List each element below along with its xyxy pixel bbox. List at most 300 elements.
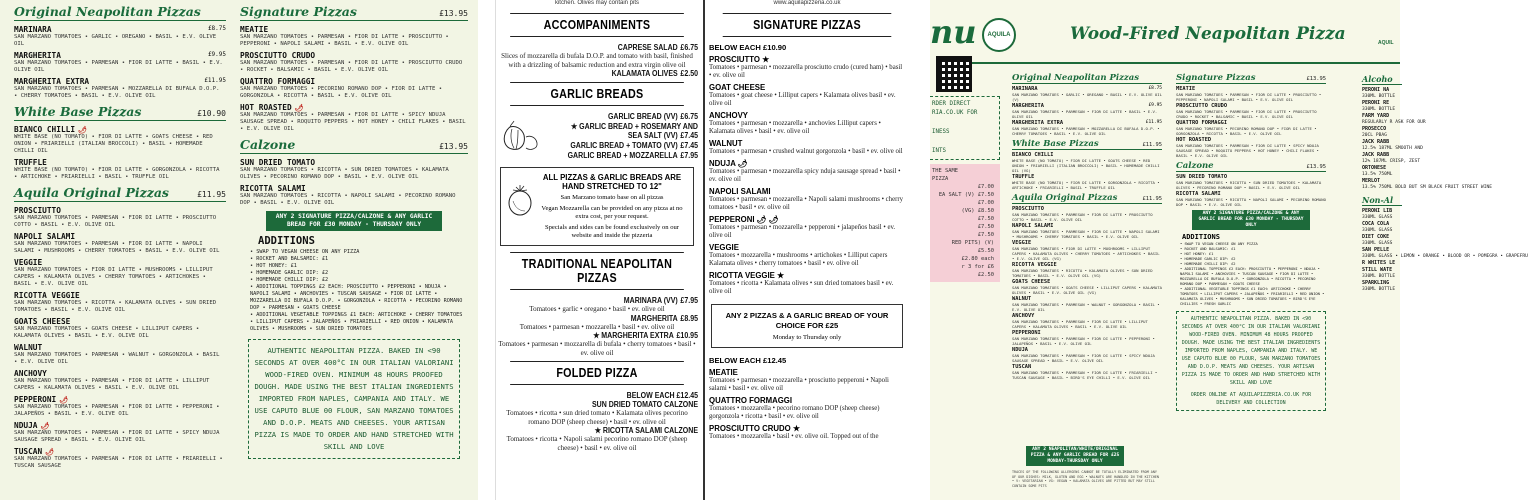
item-price: £6.75 xyxy=(680,43,698,52)
signature-deal-banner: ANY 2 SIGNATURE PIZZA/CALZONE & ANY GARLIC BREAD FOR £30 MONDAY - THURSDAY ONLY xyxy=(1192,210,1310,230)
garlic-breads-heading: GARLIC BREADS xyxy=(510,82,684,106)
item-name: NDUJA 🌶 xyxy=(709,159,748,168)
section-price: £13.95 xyxy=(1306,164,1326,170)
about-text: AUTHENTIC NEAPOLITAN PIZZA. BAKED IN <90 SECONDS AT OVER 400°C IN OUR ITALIAN VALORIANI WOOD-FIRED OVEN. MINIMUM 48 HOURS PROOFED DOUGH. MADE USING THE BEST ITALIAN INGREDIENTS IMPORTED FROM NAPLES, CAMPANIA AND ITALY. WE USE CAPUTO BLUE 00 FLOUR, SAN MARZANO TOMATOES AND D.O.P. MEATS AND CHEESES. YOUR ARTISAN PIZZA IS MADE TO ORDER AND HAND STRETCHED WITH SKILL AND LOVE xyxy=(1181,316,1321,386)
item-row xyxy=(14,232,226,241)
strip-line: RIA.CO.UK FOR xyxy=(932,110,978,116)
menu-item xyxy=(1012,103,1162,119)
drink-item xyxy=(1362,178,1492,191)
item-price: £10.95 xyxy=(676,331,698,340)
item-price: £6.75 xyxy=(680,112,698,121)
item-name: PEPPERONI 🌶 xyxy=(14,395,69,404)
drink-name: R WHITES LE xyxy=(1362,260,1396,266)
garlic-icon xyxy=(496,121,540,153)
menu-item xyxy=(14,206,226,229)
strip-price: £7.00 xyxy=(977,200,994,206)
section-heading xyxy=(1012,73,1162,84)
item-name: WALNUT xyxy=(1012,296,1032,302)
section-heading xyxy=(14,104,226,121)
qr-code-icon[interactable] xyxy=(936,56,972,92)
item-row xyxy=(240,184,468,193)
drink-name: SPARKLING xyxy=(1362,280,1390,286)
item-desc: Tomatoes • mozzarella • mushrooms • artichokes • Lilliput capers Kalamata olives • cherry tomatoes • basil • ev. olive oil xyxy=(709,252,888,267)
wood-menu-column-1 xyxy=(1012,70,1162,500)
item-name: MARINARA (VV) xyxy=(623,296,678,305)
item-name: TUSCAN xyxy=(1012,364,1032,370)
additions-heading: ADDITIONS xyxy=(1182,233,1220,241)
section-title: Calzone xyxy=(1176,161,1214,171)
additions-list xyxy=(240,249,468,333)
header-rule xyxy=(940,62,1400,64)
section-heading xyxy=(1012,139,1162,150)
addition-item: • ADDITIONAL TOPPINGS £2 EACH: PROSCIUTTO • PEPPERONI • NDUJA • NAPOLI SALAMI • ANCHOVIES • TUSCAN SAUSAGE • FIOR DI LATTE • MOZZARELLA DI BUFALA D.O.P. • GORGONZOLA • RICOTTA • PECORINO ROMANO DOP • PARMESAN • GOATS CHEESE xyxy=(250,284,468,312)
item-name: QUATTRO FORMAGGI xyxy=(1176,120,1228,126)
item-row xyxy=(14,158,226,167)
item-desc: SAN MARZANO TOMATOES • PARMESAN • MOZZARELLA DI BUFALA D.O.P. • CHERRY TOMATOES • BASIL • E.V. OLIVE OIL xyxy=(14,86,220,99)
bw-menu-panel xyxy=(495,0,908,500)
info-line: Specials and sides can be found exclusively on our website and inside the pizzeria xyxy=(544,224,680,239)
strip-line: INESS xyxy=(932,129,950,135)
info-box-heading: ALL PIZZAS & GARLIC BREADS ARE HAND STRETCHED TO 12" xyxy=(542,173,682,191)
item-price: £7.95 xyxy=(680,151,698,160)
menu-header xyxy=(930,0,1400,51)
top-note: kitchen. Olives may contain pits xyxy=(554,0,640,6)
item-row xyxy=(556,141,698,150)
panel-gap xyxy=(908,0,930,500)
item-row xyxy=(14,206,226,215)
item-name: ★ GARLIC BREAD + ROSEMARY AND SEA SALT (VV) xyxy=(570,122,698,140)
menu-item xyxy=(1176,191,1326,207)
drinks-section-title: Non-Al xyxy=(1362,195,1402,206)
menu-item xyxy=(1176,120,1326,136)
item-name: TUSCAN 🌶 xyxy=(14,447,55,456)
wood-fired-menu-panel xyxy=(930,0,1528,500)
addition-item: • SWAP TO VEGAN CHEESE ON ANY PIZZA xyxy=(1180,242,1326,247)
item-desc: SAN MARZANO TOMATOES • PARMESAN • FIOR DI LATTE • PROSCIUTTO • PEPPERONI • NAPOLI SALAMI • BASIL • E.V. OLIVE OIL xyxy=(1176,92,1322,102)
item-row xyxy=(240,158,468,167)
item-desc: WHITE BASE (NO TOMATO) • FIOR DI LATTE • GORGONZOLA • RICOTTA • ARTICHOKE • FRIARIELLI • BASIL • TRUFFLE OIL xyxy=(14,167,220,180)
website-note: www.aquilapizzeria.co.uk xyxy=(773,0,841,6)
green-menu-column-1 xyxy=(14,0,226,500)
drink-item xyxy=(1362,267,1402,280)
item-desc: Tomatoes • parmesan • mozzarella • Napoli salami mushrooms • cherry tomatoes • basil • ev. olive oil xyxy=(709,196,904,211)
item-name: WALNUT xyxy=(709,139,743,148)
menu-item xyxy=(14,291,226,314)
item-row xyxy=(240,77,468,86)
drink-item xyxy=(1362,139,1423,152)
menu-item xyxy=(1012,86,1162,102)
item-name: RICOTTA VEGGIE xyxy=(14,291,80,300)
item-row xyxy=(14,258,226,267)
item-desc: Slices of mozzarella di bufala D.O.P. and tomato with basil, finished with a drizzling of balsamic reduction and extra virgin olive oil xyxy=(501,52,693,69)
garlic-breads-list xyxy=(540,112,698,161)
section-title: Aquila Original Pizzas xyxy=(1012,193,1118,203)
chili-icon: 🌶 xyxy=(78,126,87,134)
traditional-list xyxy=(496,296,698,357)
chili-icon: 🌶 xyxy=(40,422,50,430)
item-desc: SAN MARZANO TOMATOES • PARMESAN • FIOR DI LATTE • PROSCIUTTO COTTO • BASIL • E.V. OLIVE OIL xyxy=(1012,212,1153,222)
drink-desc: 330ML GLASS xyxy=(1362,228,1393,233)
item-desc: SAN MARZANO TOMATOES • FIOR DI LATTE • MUSHROOMS • LILLIPUT CAPERS • KALAMATA OLIVES • CHERRY TOMATOES • ARTICHOKES • BASIL • E.V. OLIVE OIL xyxy=(14,267,213,287)
item-desc: SAN MARZANO TOMATOES • PARMESAN • FIOR DI LATTE • PROSCIUTTO CRUDO • ROCKET • BALSAMIC • BASIL • E.V. OLIVE OIL xyxy=(1176,109,1317,119)
item-name: SUN DRIED TOMATO xyxy=(240,158,316,167)
drink-item xyxy=(1362,260,1402,267)
item-row xyxy=(516,296,698,305)
item-name: BIANCO CHILLI xyxy=(1012,152,1054,158)
menu-item xyxy=(240,51,468,74)
strip-price: EA SALT (V) £7.50 xyxy=(938,192,994,198)
item-name: TRUFFLE xyxy=(1012,174,1035,180)
drink-desc: 13.5% 750ML BOLD BUT SM BLACK FRUIT STREET WINE xyxy=(1362,185,1492,190)
strip-price: RED PITS) (V) xyxy=(951,240,994,246)
addition-item: • HOMEMADE GARLIC DIP: £2 xyxy=(250,270,468,277)
menu-item xyxy=(14,395,226,418)
item-desc: Tomatoes • parmesan • mozzarella • prosciutto pepperoni • Napoli salami • basil • ev. olive oil xyxy=(709,377,889,392)
item-desc: SAN MARZANO TOMATOES • RICOTTA • KALAMATA OLIVES • SUN DRIED TOMATOES • BASIL • E.V. OLIVE OIL (VG) xyxy=(1012,268,1153,278)
item-name: PROSCIUTTO xyxy=(1012,206,1044,212)
item-price: £7.45 xyxy=(680,131,698,140)
addition-item: • SWAP TO VEGAN CHEESE ON ANY PIZZA xyxy=(250,249,468,256)
item-name: MARGHERITA EXTRA xyxy=(14,77,90,86)
item-desc: SAN MARZANO TOMATOES • PARMESAN • FIOR DI LATTE • FRIARIELLI • TUSCAN SAUSAGE xyxy=(14,456,223,469)
menu-item xyxy=(1012,174,1162,190)
menu-item xyxy=(1176,103,1326,119)
drink-name: PERONI NA xyxy=(1362,87,1390,93)
item-desc: WHITE BASE (NO TOMATO) • FIOR DI LATTE • GORGONZOLA • RICOTTA • ARTICHOKE • FRIARIELLI • BASIL • TRUFFLE OIL xyxy=(1012,180,1160,190)
menu-item xyxy=(1012,313,1162,329)
item-name: PROSCIUTTO ★ xyxy=(709,55,770,64)
item-name: HOT ROASTED 🌶 xyxy=(240,103,304,112)
item-row xyxy=(240,51,468,60)
item-desc: SAN MARZANO TOMATOES • RICOTTA • SUN DRIED TOMATOES • KALAMATA OLIVES • PECORINO ROMANO DOP • BASIL • E.V. OLIVE OIL xyxy=(240,167,449,180)
drink-item xyxy=(1362,165,1402,178)
item-desc: SAN MARZANO TOMATOES • PARMESAN • FIOR DI LATTE • NAPOLI SALAMI • MUSHROOMS • CHERRY TOMATOES • BASIL • E.V. OLIVE OIL xyxy=(14,241,220,254)
item-desc: Tomatoes • goat cheese • Lilliput capers • Kalamata olives basil • ev. olive oil xyxy=(709,92,896,107)
accompaniments-list xyxy=(496,43,698,78)
item-desc: Tomatoes • parmesan • mozzarella di bufala • cherry tomatoes • basil • ev. olive oil xyxy=(498,340,696,357)
strip-price: £7.50 xyxy=(977,224,994,230)
section-heading xyxy=(240,137,468,154)
strip-price: £2.50 xyxy=(977,272,994,278)
garlic-breads-block xyxy=(496,112,698,161)
item-name: MARINARA xyxy=(1012,86,1038,92)
section-heading xyxy=(240,4,468,21)
drink-name: JACK RABB xyxy=(1362,152,1390,158)
section-heading xyxy=(1176,73,1326,84)
item-row xyxy=(14,291,226,300)
drink-item xyxy=(1362,126,1402,139)
item-desc: SAN MARZANO TOMATOES • PARMESAN • FIOR DI LATTE • PROSCIUTTO CRUDO • ROCKET • BALSAMIC • BASIL • E.V. OLIVE OIL xyxy=(240,60,463,73)
pink-line: PIZZA xyxy=(932,176,949,182)
signature-heading: SIGNATURE PIZZAS xyxy=(723,13,892,37)
drink-desc: 13.5% 750ML xyxy=(1362,172,1393,177)
addition-item: • ROCKET AND BALSAMIC: £1 xyxy=(250,256,468,263)
item-desc: Tomatoes • mozzarella • pecorino romano DOP (sheep cheese) gorgonzola • ricotta • basil • ev. olive oil xyxy=(709,405,880,420)
item-name: BIANCO CHILLI 🌶 xyxy=(14,125,87,134)
addition-item: • HOT HONEY: £1 xyxy=(250,263,468,270)
strip-line: INTS xyxy=(932,148,946,154)
drink-name: STILL WATE xyxy=(1362,267,1393,273)
addition-item: • ADDITIONAL VEGETABLE TOPPINGS £1 EACH: ARTICHOKE • CHERRY TOMATOES • LILLIPUT CAPERS • JALAPEÑOS • FRIARIELLI • RED ONION • KALAMATA OLIVES • MUSHROOMS • SUN DRIED TOMATOES xyxy=(250,312,468,333)
item-desc: WHITE BASE (NO TOMATO) • FIOR DI LATTE • GOATS CHEESE • RED ONION • FRIARIELLI (ITALIAN BROCCOLI) • BASIL • HOMEMADE CHILLI OIL (VG) xyxy=(1012,158,1160,173)
item-name: MEATIE xyxy=(709,368,738,377)
strip-price: £2.80 each xyxy=(961,256,994,262)
menu-item xyxy=(14,77,226,100)
item-name: ★ MARGHERITA EXTRA xyxy=(593,331,674,340)
item-desc: SAN MARZANO TOMATOES • RICOTTA • NAPOLI SALAMI • PECORINO ROMANO DOP • BASIL • E.V. OLIVE OIL xyxy=(1176,197,1326,207)
pink-line: THE SAME xyxy=(932,168,958,174)
drink-name: FARM YARD xyxy=(1362,113,1390,119)
drinks-section-title: Alcoho xyxy=(1362,74,1402,85)
item-desc: SAN MARZANO TOMATOES • PARMESAN • FIOR DI LATTE • PROSCIUTTO COTTO • BASIL • E.V. OLIVE OIL xyxy=(14,215,217,228)
item-desc: SAN MARZANO TOMATOES • PARMESAN • FIOR DI LATTE • LILLIPUT CAPERS • KALAMATA OLIVES • BASIL • E.V. OLIVE OIL xyxy=(1012,319,1148,329)
item-name: NDUJA 🌶 xyxy=(14,421,50,430)
additions-list xyxy=(1176,242,1326,307)
item-desc: SAN MARZANO TOMATOES • PARMESAN • FIOR DI LATTE • FRIARIELLI • TUSCAN SAUSAGE • BASIL • BIRD'S EYE CHILLI • E.V. OLIVE OIL xyxy=(1012,370,1158,380)
strip-line: RDER DIRECT xyxy=(932,101,971,107)
drink-desc: REGULARLY R ASK FOR OUR xyxy=(1362,120,1426,125)
strip-price: £7.50 xyxy=(977,232,994,238)
menu-item xyxy=(1012,240,1162,261)
menu-item xyxy=(14,317,226,340)
item-desc: Tomatoes • parmesan • crushed walnut gorgonzola • basil • ev. olive oil xyxy=(709,148,903,155)
item-name: QUATTRO FORMAGGI xyxy=(240,77,316,86)
section-price: £13.95 xyxy=(1306,76,1326,82)
signature-list-2 xyxy=(709,368,905,441)
item-desc: SAN MARZANO TOMATOES • PARMESAN • FIOR DI LATTE • SPICY NDUJA SAUSAGE SPREAD • BASIL • E.V. OLIVE OIL xyxy=(14,430,220,443)
item-desc: SAN MARZANO TOMATOES • PARMESAN • WALNUT • GORGONZOLA • BASIL • E.V. OLIVE OIL xyxy=(14,352,220,365)
item-desc: SAN MARZANO TOMATOES • GOATS CHEESE • LILLIPUT CAPERS • KALAMATA OLIVES • BASIL • E.V. OLIVE OIL (VG) xyxy=(1012,285,1162,295)
addition-item: • ADDITIONAL VEGETABLE TOPPINGS £1 EACH: ARTICHOKE • CHERRY TOMATOES • LILLIPUT CAPERS • JALAPEÑOS • FRIARIELLI • RED ONION • KALAMATA OLIVES • MUSHROOMS • SUN DRIED TOMATOES • BIRD'S EYE CHILLIES • FRESH GARLIC xyxy=(1180,287,1326,307)
menu-item xyxy=(14,158,226,181)
info-line: San Marzano tomato base on all pizzas xyxy=(560,194,664,201)
item-desc: SAN MARZANO TOMATOES • PARMESAN • WALNUT • GORGONZOLA • BASIL • E.V. OLIVE OIL xyxy=(1012,302,1160,312)
folded-price-note: BELOW EACH £12.45 xyxy=(626,391,698,400)
item-desc: SAN MARZANO TOMATOES • PARMESAN • FIOR DI LATTE • NAPOLI SALAMI • MUSHROOMS • CHERRY TOMATOES • BASIL • E.V. OLIVE OIL xyxy=(1012,229,1160,239)
item-name: PROSCIUTTO CRUDO xyxy=(1176,103,1228,109)
item-price: £9.95 xyxy=(1148,103,1162,108)
item-desc: Tomatoes • parmesan • mozzarella spicy nduja sausage spread • basil • ev. olive oil xyxy=(709,168,901,183)
signature-price-note-2: BELOW EACH £12.45 xyxy=(709,356,787,365)
item-name: GARLIC BREAD + TOMATO (VV) xyxy=(570,141,678,150)
section-price: £10.90 xyxy=(197,109,226,118)
menu-item xyxy=(14,447,226,470)
section-title: Aquila Original Pizzas xyxy=(14,185,169,200)
addition-item: • HOMEMADE CHILLI DIP: £2 xyxy=(1180,262,1326,267)
menu-item xyxy=(1012,152,1162,173)
item-row xyxy=(14,395,226,404)
item-desc: SAN MARZANO TOMATOES • GARLIC • OREGANO • BASIL • E.V. OLIVE OIL xyxy=(14,34,217,47)
item-desc: SAN MARZANO TOMATOES • PARMESAN • FIOR DI LATTE • BASIL • E.V. OLIVE OIL xyxy=(1012,109,1158,119)
hand-stretched-info-box xyxy=(500,167,694,246)
drink-desc: 330ML BOTTLE xyxy=(1362,107,1396,112)
section-price: £13.95 xyxy=(439,142,468,151)
menu-item xyxy=(1012,347,1162,363)
item-name: PROSCIUTTO xyxy=(14,206,61,215)
item-desc: SAN MARZANO TOMATOES • PARMESAN • MOZZARELLA DI BUFALA D.O.P. • CHERRY TOMATOES • BASIL • E.V. OLIVE OIL xyxy=(1012,126,1160,136)
item-name: MARGHERITA xyxy=(14,51,61,60)
addition-item: • ROCKET AND BALSAMIC: £1 xyxy=(1180,247,1326,252)
item-row xyxy=(14,421,226,430)
addition-item: • HOMEMADE GARLIC DIP: £2 xyxy=(1180,257,1326,262)
about-box: AUTHENTIC NEAPOLITAN PIZZA. BAKED IN <90 SECONDS AT OVER 400°C IN OUR ITALIAN VALORIANI WOOD-FIRED OVEN. MINIMUM 48 HOURS PROOFED DOUGH. MADE USING THE BEST ITALIAN INGREDIENTS IMPORTED FROM NAPLES, CAMPANIA AND ITALY. WE USE CAPUTO BLUE 00 FLOUR, SAN MARZANO TOMATOES AND D.O.P. MEATS AND CHEESES. YOUR ARTISAN PIZZA IS MADE TO ORDER AND HAND STRETCHED WITH SKILL AND LOVE xyxy=(248,339,460,459)
drink-name: ORTONESE xyxy=(1362,165,1387,171)
strip-price: (VG) £8.50 xyxy=(961,208,994,214)
item-desc: SAN MARZANO TOMATOES • PARMESAN • FIOR DI LATTE • SPICY NDUJA SAUSAGE SPREAD • ROQUITO PEPPERS • HOT HONEY • CHILI FLAKES • BASIL • E.V. OLIVE OIL xyxy=(1176,143,1319,158)
signature-deal-banner: ANY 2 SIGNATURE PIZZA/CALZONE & ANY GARLIC BREAD FOR £30 MONDAY - THURSDAY ONLY xyxy=(266,211,442,231)
section-title: Original Neapolitan Pizzas xyxy=(14,4,201,19)
drink-item xyxy=(1362,87,1402,100)
menu-item xyxy=(14,343,226,366)
item-price: £11.95 xyxy=(1145,120,1162,125)
item-desc: SAN MARZANO TOMATOES • RICOTTA • SUN DRIED TOMATOES • KALAMATA OLIVES • PECORINO ROMANO DOP • BASIL • E.V. OLIVE OIL xyxy=(1176,180,1322,190)
item-desc: Tomatoes • parmesan • mozzarella • pepperoni • jalapeños basil • ev. olive oil xyxy=(709,224,896,239)
menu-item xyxy=(1012,120,1162,136)
drink-desc: 20CL PBAG xyxy=(1362,133,1387,138)
drink-item xyxy=(1362,208,1402,221)
item-price: £8.75 xyxy=(207,25,226,32)
menu-item xyxy=(240,25,468,48)
item-name: PEPPERONI xyxy=(1012,330,1041,336)
item-price: £11.95 xyxy=(204,77,226,84)
item-name: GARLIC BREAD (VV) xyxy=(607,112,678,121)
section-heading xyxy=(1176,161,1326,172)
item-desc: Tomatoes • garlic • oregano • basil • ev. olive oil xyxy=(529,305,665,313)
signature-list-1 xyxy=(709,55,905,296)
neapolitan-deal-banner: ANY 2 NEAPOLITAN/WHITE/ORIGINAL PIZZA & ANY GARLIC BREAD FOR £25 MONDAY-THURSDAY ONLY xyxy=(1026,446,1124,466)
drink-name: SAN PELLE xyxy=(1362,247,1390,253)
accompaniments-heading: ACCOMPANIMENTS xyxy=(510,13,684,37)
order-box xyxy=(930,96,1000,160)
signature-price-note-1: BELOW EACH £10.90 xyxy=(709,43,787,52)
item-desc: Tomatoes • parmesan • mozzarella • anchovies Lilliput capers • Kalamata olives • basil • ev. olive oil xyxy=(709,120,881,135)
allergen-footer: TRACES OF THE FOLLOWING ALLERGENS CANNOT BE TOTALLY ELIMINATED FROM ANY OF OUR DISHES: MILK, GLUTEN AND EGG • WALNUTS ARE HANDLED IN THE KITCHEN • V: VEGETARIAN • VG: VEGAN • KALAMATA OLIVES ARE PITTED BUT MAY STILL CONTAIN SOME PITS xyxy=(1012,470,1159,488)
green-menu-column-2 xyxy=(240,0,468,500)
item-price: £8.75 xyxy=(1148,86,1162,91)
menu-item xyxy=(240,103,468,133)
item-name: SUN DRIED TOMATO xyxy=(1176,174,1228,180)
menu-item xyxy=(14,125,226,155)
drink-desc: 330ML BOTTLE xyxy=(1362,274,1396,279)
drink-item xyxy=(1362,247,1528,260)
item-name: SUN DRIED TOMATO CALZONE xyxy=(591,400,698,409)
item-name: KALAMATA OLIVES xyxy=(611,69,678,78)
drink-desc: 330ML BOTTLE xyxy=(1362,94,1396,99)
drink-desc: 12.5% 187ML SMOOTH AND xyxy=(1362,146,1423,151)
chili-icon: 🌶 xyxy=(45,448,55,456)
item-desc: Tomatoes • ricotta • Kalamata olives • sun dried tomatoes basil • ev. olive oil xyxy=(709,280,894,295)
strip-prices xyxy=(932,183,998,279)
deal-sub: Monday to Thursday only xyxy=(772,334,842,341)
drink-item xyxy=(1362,221,1402,234)
item-name: GOAT CHEESE xyxy=(709,83,766,92)
item-name: GARLIC BREAD + MOZZARELLA xyxy=(567,151,678,160)
header-fragment: nu xyxy=(930,13,977,51)
item-row xyxy=(14,369,226,378)
section-price: £13.95 xyxy=(439,9,468,18)
strip-price: £7.50 xyxy=(977,216,994,222)
menu-item xyxy=(1012,223,1162,239)
item-name: PEPPERONI 🌶 🌶 xyxy=(709,215,779,224)
item-price: £2.50 xyxy=(680,69,698,78)
item-name: RICOTTA VEGGIE xyxy=(1012,262,1057,268)
section-price: £11.95 xyxy=(1142,196,1162,202)
menu-item xyxy=(1176,86,1326,102)
drink-name: JACK RABB xyxy=(1362,139,1390,145)
item-row xyxy=(14,343,226,352)
tomato-icon xyxy=(507,173,533,223)
menu-item xyxy=(14,25,226,48)
item-row xyxy=(14,125,226,134)
item-name: NAPOLI SALAMI xyxy=(14,232,76,241)
menu-item xyxy=(240,158,468,181)
menu-item xyxy=(14,258,226,288)
section-price: £11.95 xyxy=(197,190,226,199)
section-title: Original Neapolitan Pizzas xyxy=(1012,73,1140,83)
drink-item xyxy=(1362,234,1402,247)
drink-desc: 330ML GLASS xyxy=(1362,215,1393,220)
addition-item: • ADDITIONAL TOPPINGS £2 EACH: PROSCIUTTO • PEPPERONI • NDUJA • NAPOLI SALAMI • ANCHOVIES • TUSCAN SAUSAGE • FIOR DI LATTE • MOZZARELLA DI BUFALA D.O.P. • GORGONZOLA • RICOTTA • PECORINO ROMANO DOP • PARMESAN • GOATS CHEESE xyxy=(1180,267,1326,287)
item-desc: Tomatoes • ricotta • Napoli salami pecorino romano DOP (sheep cheese) • basil • ev. olive oil xyxy=(506,435,688,452)
item-row xyxy=(14,317,226,326)
wood-menu-column-2 xyxy=(1176,70,1326,500)
menu-item xyxy=(1012,279,1162,295)
additions-heading: ADDITIONS xyxy=(258,235,315,247)
folded-heading: FOLDED PIZZA xyxy=(510,361,684,385)
item-price: £9.95 xyxy=(207,51,226,58)
item-price: £8.95 xyxy=(680,313,698,323)
item-desc: SAN MARZANO TOMATOES • PARMESAN • FIOR DI LATTE • PEPPERONI • JALAPEÑOS • BASIL • E.V. OLIVE OIL xyxy=(1012,336,1155,346)
item-name: VEGGIE xyxy=(709,243,739,252)
drink-desc: 330ML GLASS xyxy=(1362,241,1393,246)
drink-desc: 12% 187ML CRISP, ZEST xyxy=(1362,159,1421,164)
column-divider xyxy=(703,0,705,500)
menu-item xyxy=(1012,296,1162,312)
item-desc: SAN MARZANO TOMATOES • PARMESAN • FIOR DI LATTE • PROSCIUTTO • PEPPERONI • NAPOLI SALAMI • BASIL • E.V. OLIVE OIL xyxy=(240,34,449,47)
item-row xyxy=(14,25,226,34)
item-row xyxy=(516,69,698,78)
menu-item xyxy=(1012,206,1162,222)
menu-item xyxy=(240,184,468,207)
item-row xyxy=(14,77,226,86)
section-title: Signature Pizzas xyxy=(1176,73,1256,83)
drink-item xyxy=(1362,100,1402,113)
bw-menu-right-column xyxy=(709,0,905,500)
item-name: MARGHERITA EXTRA xyxy=(1012,120,1064,126)
item-name: QUATTRO FORMAGGI xyxy=(709,396,793,405)
item-name: MARGHERITA xyxy=(630,313,678,323)
green-menu-panel xyxy=(0,0,478,500)
item-name: WALNUT xyxy=(14,343,43,352)
strip-price: r 3 for £6 xyxy=(961,264,994,270)
drink-name: MERLOT xyxy=(1362,178,1381,184)
item-desc: SAN MARZANO TOMATOES • PECORINO ROMANO DOP • FIOR DI LATTE • GORGONZOLA • RICOTTA • BASIL • E.V. OLIVE OIL xyxy=(240,86,443,99)
item-desc: WHITE BASE (NO TOMATO) • FIOR DI LATTE • GOATS CHEESE • RED ONION • FRIARIELLI (ITALIAN BROCCOLI) • BASIL • HOMEMADE CHILLI OIL xyxy=(14,134,213,154)
item-row xyxy=(240,25,468,34)
menu-item xyxy=(1012,330,1162,346)
item-desc: SAN MARZANO TOMATOES • GOATS CHEESE • LILLIPUT CAPERS • KALAMATA OLIVES • BASIL • E.V. OLIVE OIL xyxy=(14,326,200,339)
item-name: TRUFFLE xyxy=(14,158,47,167)
item-name: ANCHOVY xyxy=(709,111,748,120)
item-price: £7.95 xyxy=(680,296,698,305)
menu-item xyxy=(14,421,226,444)
section-heading xyxy=(14,185,226,202)
item-row xyxy=(516,314,698,323)
drink-name: PERONI RE xyxy=(1362,100,1390,106)
item-name: RICOTTA SALAMI xyxy=(240,184,306,193)
item-row xyxy=(14,447,226,456)
item-name: MARGHERITA xyxy=(1012,103,1044,109)
